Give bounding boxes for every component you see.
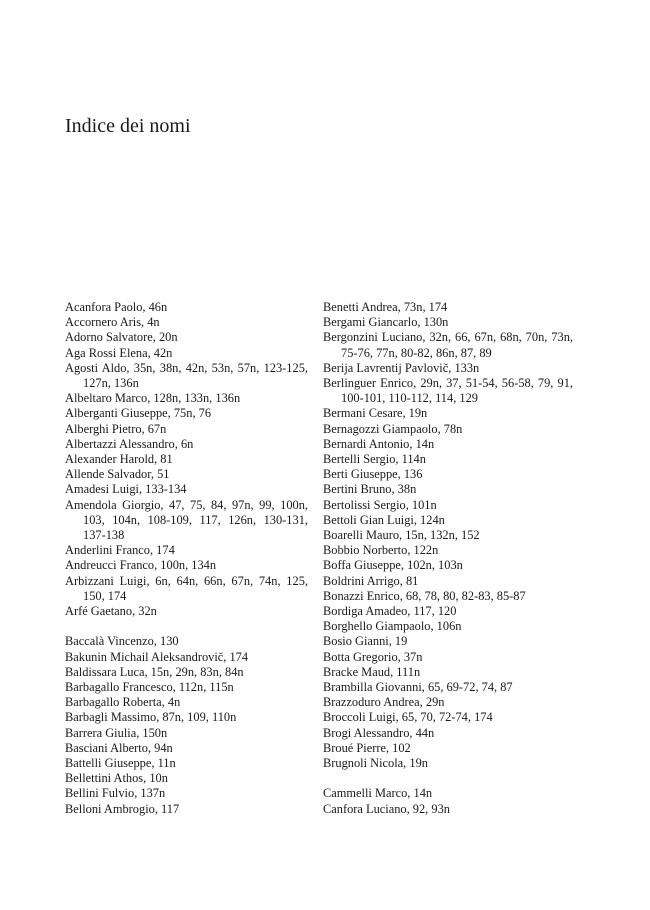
index-entry: Bordiga Amadeo, 117, 120	[323, 604, 457, 619]
index-entry: Arbizzani Luigi, 6n, 64n, 66n, 67n, 74n, 125, 150, 174	[65, 573, 308, 603]
index-entry: Barbagallo Roberta, 4n	[65, 695, 181, 710]
index-entry: Boffa Giuseppe, 102n, 103n	[323, 558, 463, 573]
index-entry: Barbagallo Francesco, 112n, 115n	[65, 680, 234, 695]
index-entry: Aga Rossi Elena, 42n	[65, 345, 173, 360]
index-entry: Baccalà Vincenzo, 130	[65, 634, 179, 649]
index-entry: Bellini Fulvio, 137n	[65, 786, 166, 801]
letter-gap	[323, 771, 573, 786]
index-entry: Boarelli Mauro, 15n, 132n, 152	[323, 528, 480, 543]
index-entry: Amendola Giorgio, 47, 75, 84, 97n, 99, 100n, 103, 104n, 108-109, 117, 126n, 130-131, 137-138	[65, 497, 308, 543]
index-entry: Baldissara Luca, 15n, 29n, 83n, 84n	[65, 664, 244, 679]
index-entry: Adorno Salvatore, 20n	[65, 330, 178, 345]
index-entry: Bernagozzi Giampaolo, 78n	[323, 421, 463, 436]
index-entry: Brazzoduro Andrea, 29n	[323, 695, 445, 710]
index-column-right	[323, 300, 573, 817]
index-entry: Broué Pierre, 102	[323, 740, 411, 755]
index-entry: Bobbio Norberto, 122n	[323, 543, 439, 558]
index-entry: Acanfora Paolo, 46n	[65, 300, 168, 314]
index-entry: Agosti Aldo, 35n, 38n, 42n, 53n, 57n, 123-125, 127n, 136n	[65, 360, 308, 391]
index-entry: Bakunin Michail Aleksandrovič, 174	[65, 649, 249, 664]
index-column-left	[65, 300, 308, 817]
index-entry: Bosio Gianni, 19	[323, 634, 408, 649]
index-entry: Arfé Gaetano, 32n	[65, 604, 157, 619]
index-entry: Bernardi Antonio, 14n	[323, 436, 435, 451]
index-entry: Bracke Maud, 111n	[323, 664, 421, 679]
index-entry: Bertini Bruno, 38n	[323, 482, 417, 497]
index-entry: Amadesi Luigi, 133-134	[65, 482, 187, 497]
index-entry: Botta Gregorio, 37n	[323, 649, 423, 664]
index-entry: Barrera Giulia, 150n	[65, 725, 168, 740]
index-entry: Alberganti Giuseppe, 75n, 76	[65, 406, 212, 421]
letter-gap	[65, 619, 308, 634]
index-entry: Berti Giuseppe, 136	[323, 467, 423, 482]
index-entry: Belloni Ambrogio, 117	[65, 801, 180, 816]
index-entry: Anderlini Franco, 174	[65, 543, 175, 558]
index-entry: Canfora Luciano, 92, 93n	[323, 801, 450, 816]
index-entry: Andreucci Franco, 100n, 134n	[65, 558, 217, 573]
index-entry: Albertazzi Alessandro, 6n	[65, 436, 194, 451]
index-entry: Berija Lavrentij Pavlovič, 133n	[323, 360, 480, 375]
index-entry: Bermani Cesare, 19n	[323, 406, 428, 421]
index-entry: Brambilla Giovanni, 65, 69-72, 74, 87	[323, 680, 513, 695]
index-entry: Bertolissi Sergio, 101n	[323, 497, 437, 512]
index-entry: Bertelli Sergio, 114n	[323, 452, 426, 467]
index-entry: Berlinguer Enrico, 29n, 37, 51-54, 56-58, 79, 91, 100-101, 110-112, 114, 129	[323, 376, 573, 406]
index-entry: Bettoli Gian Luigi, 124n	[323, 512, 445, 527]
index-entry: Benetti Andrea, 73n, 174	[323, 300, 448, 314]
index-entry: Alberghi Pietro, 67n	[65, 421, 167, 436]
index-entry: Bonazzi Enrico, 68, 78, 80, 82-83, 85-87	[323, 588, 526, 603]
index-entry: Barbagli Massimo, 87n, 109, 110n	[65, 710, 237, 725]
index-entry: Accornero Aris, 4n	[65, 315, 160, 330]
index-entry: Cammelli Marco, 14n	[323, 786, 433, 801]
page-title: Indice dei nomi	[65, 115, 191, 137]
index-entry: Basciani Alberto, 94n	[65, 740, 173, 755]
index-entry: Brugnoli Nicola, 19n	[323, 756, 428, 771]
index-entry: Allende Salvador, 51	[65, 467, 170, 482]
index-entry: Alexander Harold, 81	[65, 452, 173, 467]
index-entry: Broccoli Luigi, 65, 70, 72-74, 174	[323, 710, 493, 725]
index-entry: Boldrini Arrigo, 81	[323, 573, 419, 588]
index-entry: Albeltaro Marco, 128n, 133n, 136n	[65, 391, 241, 406]
index-entry: Brogi Alessandro, 44n	[323, 725, 435, 740]
index-entry: Bergonzini Luciano, 32n, 66, 67n, 68n, 70n, 73n, 75-76, 77n, 80-82, 86n, 87, 89	[323, 330, 573, 360]
index-entry: Battelli Giuseppe, 11n	[65, 756, 176, 771]
index-entry: Borghello Giampaolo, 106n	[323, 619, 462, 634]
index-entry: Bellettini Athos, 10n	[65, 771, 168, 786]
index-entry: Bergami Giancarlo, 130n	[323, 315, 449, 330]
